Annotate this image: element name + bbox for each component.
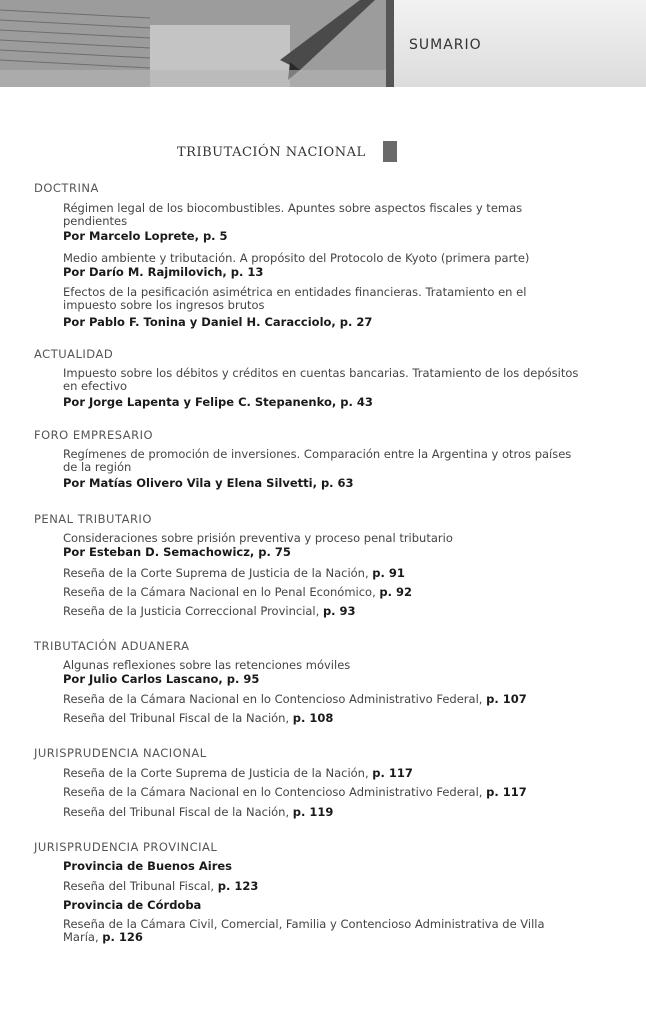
- subsection-title: Provincia de Buenos Aires: [63, 859, 233, 873]
- entry-review: [63, 918, 583, 944]
- review-title: Reseña de la Corte Suprema de Justicia de la Nación,: [63, 566, 369, 580]
- page-ref: p. 126: [102, 930, 143, 944]
- entry-author: Por Pablo F. Tonina y Daniel H. Caracciolo, p. 27: [63, 315, 373, 329]
- category-jurisprudencia-provincial: JURISPRUDENCIA PROVINCIAL: [34, 840, 218, 854]
- page-ref: p. 93: [322, 604, 356, 618]
- entry-title: Algunas reflexiones sobre las retenciones móviles: [63, 658, 351, 672]
- entry-author: Por Esteban D. Semachowicz, p. 75: [63, 545, 291, 559]
- header-divider: [386, 0, 394, 87]
- entry-review: [63, 712, 583, 725]
- page-ref: p. 117: [486, 785, 527, 799]
- category-jurisprudencia-nacional: JURISPRUDENCIA NACIONAL: [34, 746, 207, 760]
- review-title: Reseña de la Cámara Civil, Comercial, Familia y Contencioso Administrativa de Villa María,: [63, 917, 545, 944]
- entry-review: [63, 806, 583, 819]
- page-ref: p. 117: [372, 766, 413, 780]
- category-foro-empresario: FORO EMPRESARIO: [34, 428, 154, 442]
- review-title: Reseña de la Corte Suprema de Justicia de la Nación,: [63, 766, 369, 780]
- entry-review: [63, 586, 583, 599]
- section-marker: [383, 141, 397, 162]
- page-ref: p. 91: [372, 566, 405, 580]
- page-ref: p. 108: [292, 711, 334, 725]
- entry-review: [63, 605, 583, 618]
- entry-title: Medio ambiente y tributación. A propósito del Protocolo de Kyoto (primera parte): [63, 251, 530, 265]
- entry-title: Impuesto sobre los débitos y créditos en cuentas bancarias. Tratamiento de los depósitos en efectivo: [63, 366, 579, 393]
- page-ref: p. 107: [486, 692, 527, 706]
- category-doctrina: DOCTRINA: [34, 181, 99, 195]
- entry-title: Efectos de la pesificación asimétrica en entidades financieras. Tratamiento en el impuesto sobre los ingresos brutos: [63, 285, 527, 312]
- page-ref: p. 92: [379, 585, 413, 599]
- review-title: Reseña del Tribunal Fiscal de la Nación,: [63, 711, 290, 725]
- entry-author: Por Darío M. Rajmilovich, p. 13: [63, 265, 264, 279]
- entry-author: Por Julio Carlos Lascano, p. 95: [63, 672, 260, 686]
- entry-review: [63, 767, 583, 780]
- entry-title: Consideraciones sobre prisión preventiva y proceso penal tributario: [63, 531, 453, 545]
- review-title: Reseña del Tribunal Fiscal de la Nación,: [63, 805, 290, 819]
- category-tributacion-aduanera: TRIBUTACIÓN ADUANERA: [34, 639, 190, 653]
- entry-author: Por Matías Olivero Vila y Elena Silvetti, p. 63: [63, 476, 354, 490]
- page-ref: p. 123: [217, 879, 259, 893]
- page-ref: p. 119: [292, 805, 334, 819]
- section-title: TRIBUTACIÓN NACIONAL: [177, 145, 366, 160]
- entry-review: [63, 567, 583, 580]
- header-photo: [0, 0, 393, 87]
- review-title: Reseña de la Cámara Nacional en lo Contencioso Administrativo Federal,: [63, 692, 483, 706]
- category-actualidad: ACTUALIDAD: [34, 347, 114, 361]
- entry-review: [63, 786, 583, 799]
- review-title: Reseña de la Justicia Correccional Provincial,: [63, 604, 320, 618]
- entry-review: [63, 693, 583, 706]
- entry-title: Régimen legal de los biocombustibles. Apuntes sobre aspectos fiscales y temas pendientes: [63, 201, 523, 228]
- entry-author: Por Marcelo Loprete, p. 5: [63, 229, 228, 243]
- entry-review: [63, 880, 583, 893]
- page-label: SUMARIO: [409, 37, 482, 53]
- books-and-pen-illustration: [0, 0, 393, 87]
- entry-author: Por Jorge Lapenta y Felipe C. Stepanenko, p. 43: [63, 395, 373, 409]
- review-title: Reseña de la Cámara Nacional en lo Penal Económico,: [63, 585, 376, 599]
- subsection-title: Provincia de Córdoba: [63, 898, 202, 912]
- review-title: Reseña del Tribunal Fiscal,: [63, 879, 215, 893]
- review-title: Reseña de la Cámara Nacional en lo Contencioso Administrativo Federal,: [63, 785, 483, 799]
- category-penal-tributario: PENAL TRIBUTARIO: [34, 512, 152, 526]
- entry-title: Regímenes de promoción de inversiones. Comparación entre la Argentina y otros países de la región: [63, 447, 572, 474]
